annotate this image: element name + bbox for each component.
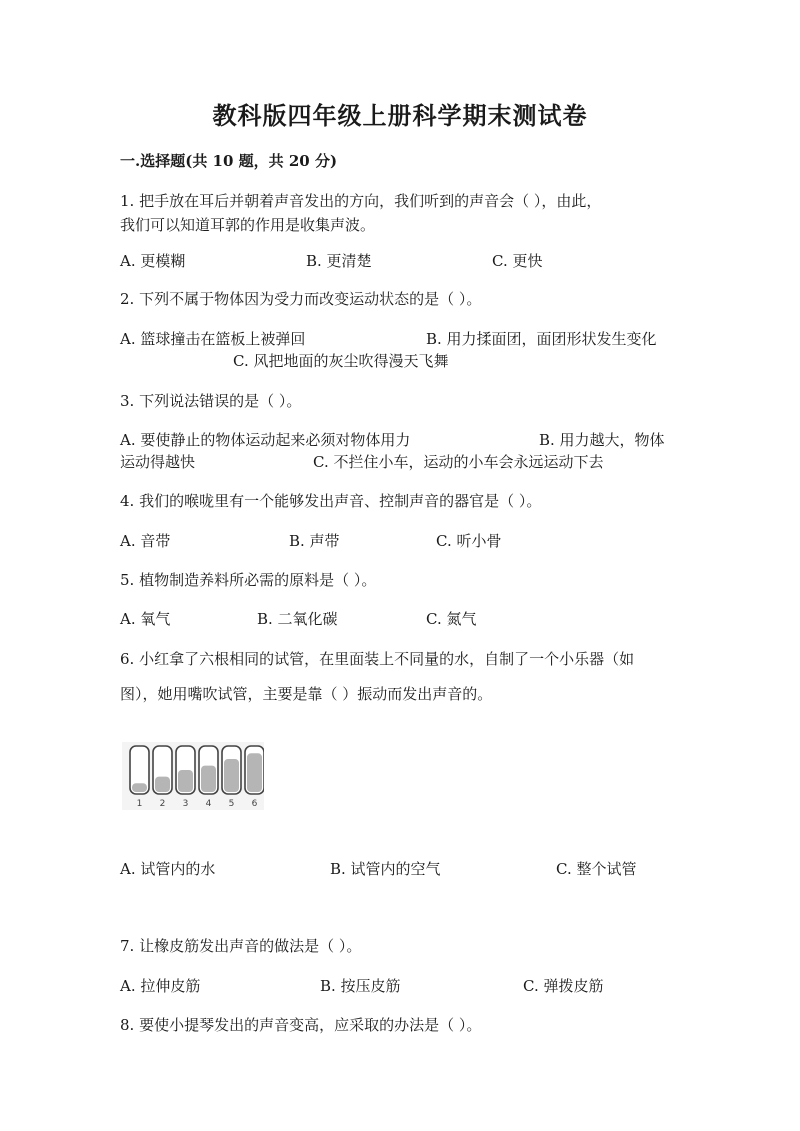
question-1-option-b[interactable]: B. 更清楚 xyxy=(306,252,372,270)
test-tube-water-3 xyxy=(178,770,193,792)
question-6-option-a[interactable]: A. 试管内的水 xyxy=(120,860,216,878)
question-4-option-b[interactable]: B. 声带 xyxy=(289,532,340,550)
question-5-option-b[interactable]: B. 二氧化碳 xyxy=(257,610,338,628)
question-7-text: 7. 让橡皮筋发出声音的做法是（ ）。 xyxy=(120,937,362,955)
test-tube-label-5: 5 xyxy=(228,799,235,809)
question-7-option-a[interactable]: A. 拉伸皮筋 xyxy=(120,977,201,995)
question-5-text: 5. 植物制造养料所必需的原料是（ ）。 xyxy=(120,571,377,589)
question-4-option-c[interactable]: C. 听小骨 xyxy=(436,532,502,550)
question-7-option-b[interactable]: B. 按压皮筋 xyxy=(320,977,401,995)
question-5-option-a[interactable]: A. 氧气 xyxy=(120,610,171,628)
question-3-option-c[interactable]: C. 不拦住小车，运动的小车会永远运动下去 xyxy=(313,453,604,471)
question-1-option-a[interactable]: A. 更模糊 xyxy=(120,252,186,270)
question-1-option-c[interactable]: C. 更快 xyxy=(492,252,543,270)
test-tube-water-1 xyxy=(132,783,147,792)
question-3-option-b[interactable]: B. 用力越大，物体 xyxy=(539,431,665,449)
question-8-text: 8. 要使小提琴发出的声音变高，应采取的办法是（ ）。 xyxy=(120,1016,482,1034)
question-2-text: 2. 下列不属于物体因为受力而改变运动状态的是（ ）。 xyxy=(120,290,482,308)
question-3-text: 3. 下列说法错误的是（ ）。 xyxy=(120,392,302,410)
question-4-option-a[interactable]: A. 音带 xyxy=(120,532,171,550)
test-tube-label-4: 4 xyxy=(205,799,212,809)
question-5-option-c[interactable]: C. 氮气 xyxy=(426,610,477,628)
question-2-option-b[interactable]: B. 用力揉面团，面团形状发生变化 xyxy=(426,330,657,348)
question-3-option-a[interactable]: A. 要使静止的物体运动起来必须对物体用力 xyxy=(120,431,411,449)
question-6-option-b[interactable]: B. 试管内的空气 xyxy=(330,860,441,878)
test-tube-water-6 xyxy=(247,753,262,792)
test-tube-label-6: 6 xyxy=(251,799,258,809)
test-tube-water-5 xyxy=(224,759,239,792)
question-1-text-line2: 我们可以知道耳郭的作用是收集声波。 xyxy=(120,216,376,234)
question-1-text-line1: 1. 把手放在耳后并朝着声音发出的方向，我们听到的声音会（ ），由此， xyxy=(120,192,602,210)
question-7-option-c[interactable]: C. 弹拨皮筋 xyxy=(523,977,604,995)
test-tube-water-4 xyxy=(201,766,216,792)
question-3-option-b-continued: 运动得越快 xyxy=(120,453,196,471)
section-heading: 一.选择题(共 10 题，共 20 分) xyxy=(120,152,338,170)
question-6-text-line1: 6. 小红拿了六根相同的试管，在里面装上不同量的水，自制了一个小乐器（如 xyxy=(120,650,635,668)
test-tube-label-2: 2 xyxy=(159,799,166,809)
test-tube-label-3: 3 xyxy=(182,799,189,809)
test-tube-label-1: 1 xyxy=(136,799,143,809)
page-title: 教科版四年级上册科学期末测试卷 xyxy=(212,101,588,130)
question-2-option-a[interactable]: A. 篮球撞击在篮板上被弹回 xyxy=(120,330,306,348)
question-4-text: 4. 我们的喉咙里有一个能够发出声音、控制声音的器官是（ ）。 xyxy=(120,492,542,510)
question-2-option-c[interactable]: C. 风把地面的灰尘吹得漫天飞舞 xyxy=(233,352,449,370)
test-tubes-figure xyxy=(122,742,264,810)
test-tube-water-2 xyxy=(155,777,170,792)
question-6-text-line2: 图），她用嘴吹试管，主要是靠（ ）振动而发出声音的。 xyxy=(120,685,493,703)
question-6-option-c[interactable]: C. 整个试管 xyxy=(556,860,637,878)
